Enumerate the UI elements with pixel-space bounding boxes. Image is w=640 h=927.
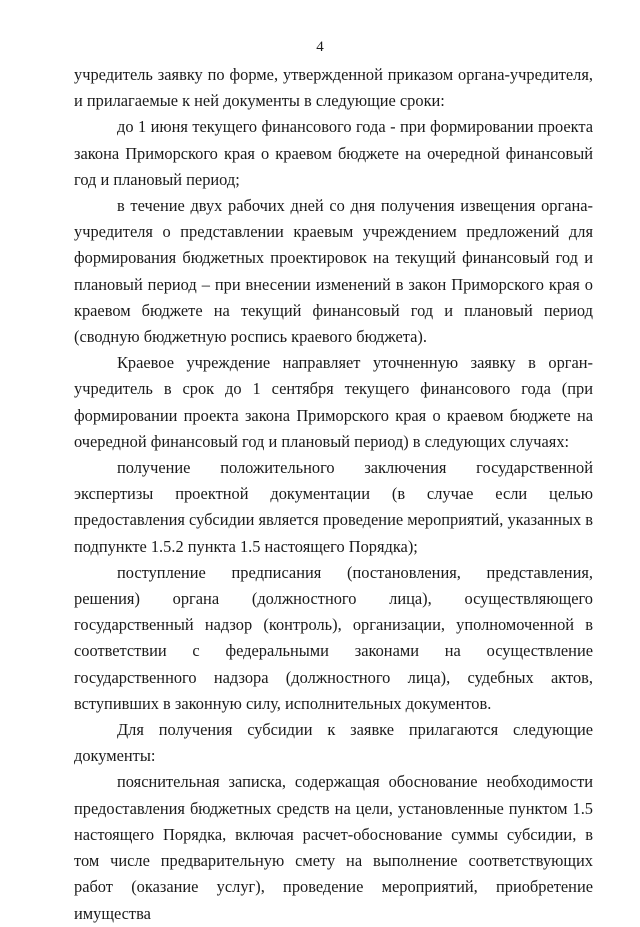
paragraph-case-expertise: получение положительного заключения государственной экспертизы проектной документации (в случае если целью предоставления субсидии является проведение мероприятий, указанных в подпункте 1.5.2 пункта 1.5 настоящего Порядка); — [74, 458, 593, 556]
paragraph-explanatory-note: пояснительная записка, содержащая обоснование необходимости предоставления бюджетных средств на цели, установленные пунктом 1.5 настоящего Порядка, включая расчет-обоснование суммы субсидии, в том числе предварительную смету на выполнение соответствующих работ (оказание услуг), проведение мероприятий, приобретение имущества — [74, 772, 593, 923]
document-body — [74, 62, 593, 927]
paragraph-documents-intro: Для получения субсидии к заявке прилагаются следующие документы: — [74, 720, 593, 766]
paragraph-deadline-june: до 1 июня текущего финансового года - при формировании проекта закона Приморского края о краевом бюджете на очередной финансовый год и плановый период; — [74, 117, 593, 189]
paragraph-refined-request: Краевое учреждение направляет уточненную заявку в орган-учредитель в срок до 1 сентября текущего финансового года (при формировании проекта закона Приморского края о краевом бюджете на очередной финансовый год и плановый период) в следующих случаях: — [74, 353, 593, 451]
paragraph-continuation: учредитель заявку по форме, утвержденной приказом органа-учредителя, и прилагаемые к ней документы в следующие сроки: — [74, 65, 593, 111]
paragraph-deadline-two-days: в течение двух рабочих дней со дня получения извещения органа-учредителя о представлении краевым учреждением предложений для формирования бюджетных проектировок на текущий финансовый год и плановый период – при внесении изменений в закон Приморского края о краевом бюджете на текущий финансовый год и плановый период (сводную бюджетную роспись краевого бюджета). — [74, 196, 593, 347]
page-number: 4 — [316, 39, 324, 55]
paragraph-case-prescription: поступление предписания (постановления, представления, решения) органа (должностного лица), осуществляющего государственный надзор (контроль), организации, уполномоченной в соответствии с федеральными законами на осуществление государственного надзора (должностного лица), судебных актов, вступивших в законную силу, исполнительных документов. — [74, 562, 593, 713]
